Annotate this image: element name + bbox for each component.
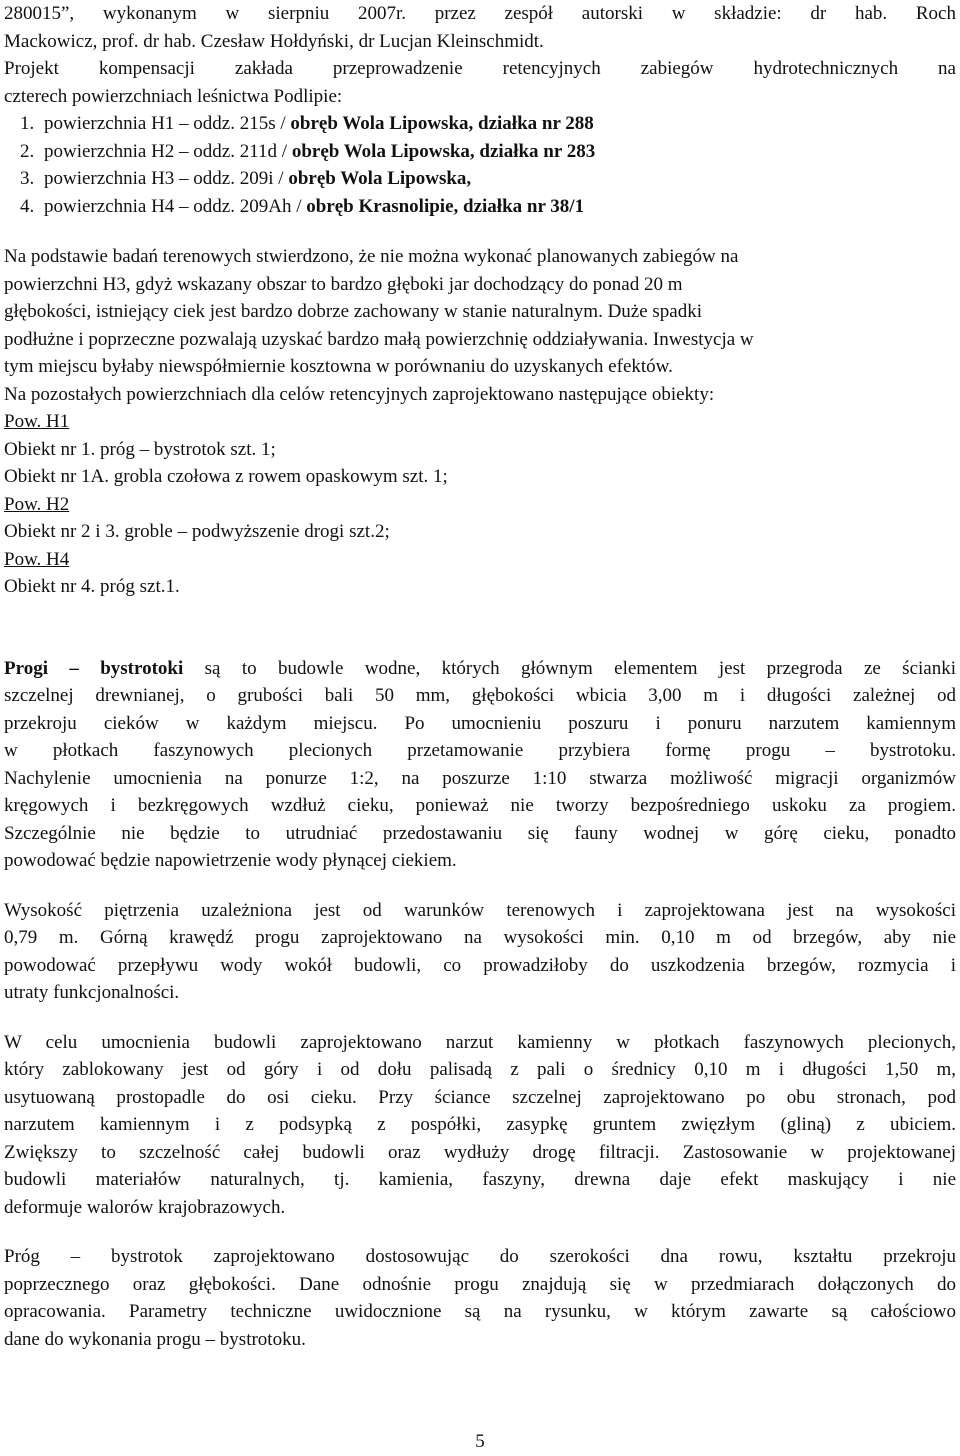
paragraph-line: W celu umocnienia budowli zaprojektowano narzut kamienny w płotkach faszynowych plecionych,	[4, 1031, 956, 1053]
surface-heading-h2: Pow. H2	[4, 493, 70, 515]
paragraph-line: który zablokowany jest od góry i od dołu palisadą z pali o średnicy 0,10 m i długości 1,50 m,	[4, 1059, 956, 1080]
paragraph-line: Szczególnie nie będzie to utrudniać przedostawaniu się fauny wodnej w górę cieku, ponadto	[4, 822, 956, 844]
intro-line: Projekt kompensacji zakłada przeprowadzenie retencyjnych zabiegów hydrotechnicznych na	[4, 58, 956, 79]
surface-heading	[4, 408, 956, 436]
paragraph-line: Próg – bystrotok zaprojektowano dostosowując do szerokości dna rowu, kształtu przekroju	[4, 1246, 956, 1267]
object-line: Obiekt nr 1. próg – bystrotok szt. 1;	[4, 438, 276, 460]
intro-line: czterech powierzchniach leśnictwa Podlipie:	[4, 85, 343, 107]
page-number: 5	[475, 1431, 485, 1452]
list-number: 3.	[20, 168, 35, 189]
list-number: 2.	[20, 140, 35, 162]
paragraph-line: deformuje walorów krajobrazowych.	[4, 1196, 286, 1218]
object-line: Obiekt nr 2 i 3. groble – podwyższenie drogi szt.2;	[4, 521, 390, 542]
paragraph-wysokosc	[4, 897, 956, 1007]
document-page	[4, 0, 956, 1353]
list-number: 4.	[20, 195, 35, 217]
list-item	[4, 193, 956, 221]
paragraph-line: usytuowaną prostopadle do osi cieku. Przy ściance szczelnej zaprojektowano po obu stronach, pod	[4, 1086, 956, 1108]
surface-heading-h1: Pow. H1	[4, 411, 70, 432]
surface-text: powierzchnia H2 – oddz. 211d /	[44, 140, 288, 162]
findings-line: głębokości, istniejący ciek jest bardzo dobrze zachowany w stanie naturalnym. Duże spadki	[4, 301, 703, 322]
findings-line: tym miejscu byłaby niewspółmiernie kosztowna w porównaniu do uzyskanych efektów.	[4, 356, 673, 377]
paragraph-line: w płotkach faszynowych plecionych przetamowanie przybiera formę progu – bystrotoku.	[4, 740, 956, 761]
paragraph-umocnienie	[4, 1029, 956, 1222]
list-item	[4, 138, 956, 166]
paragraph-line: narzutem kamiennym i z podsypką z pospółki, zasypkę gruntem zwięzłym (gliną) z ubiciem.	[4, 1114, 956, 1135]
surface-heading	[4, 491, 956, 519]
intro-line: 280015”, wykonanym w sierpniu 2007r. przez zespół autorski w składzie: dr hab. Roch	[4, 3, 956, 24]
paragraph-line: dane do wykonania progu – bystrotoku.	[4, 1328, 306, 1350]
surface-location: obręb Wola Lipowska, działka nr 283	[291, 140, 596, 162]
surface-text: powierzchnia H3 – oddz. 209i /	[44, 168, 284, 189]
paragraph-line: utraty funkcjonalności.	[4, 982, 180, 1003]
list-item	[4, 165, 956, 193]
objects-section	[4, 408, 956, 601]
paragraph-line: przekroju cieków w każdym miejscu. Po umocnieniu poszuru i ponuru narzutem kamiennym	[4, 712, 956, 734]
surface-location: obręb Wola Lipowska,	[288, 168, 472, 189]
object-line: Obiekt nr 4. próg szt.1.	[4, 576, 180, 597]
surface-text: powierzchnia H4 – oddz. 209Ah /	[44, 195, 302, 217]
surface-list	[4, 110, 956, 220]
paragraph-line: szczelnej drewnianej, o grubości bali 50 mm, głębokości wbicia 3,00 m i długości zależnej od	[4, 685, 956, 706]
paragraph-line: powodować przepływu wody wokół budowli, co prowadziłoby do uszkodzenia brzegów, rozmycia i	[4, 954, 956, 976]
intro-section	[4, 0, 956, 110]
object-line: Obiekt nr 1A. grobla czołowa z rowem opaskowym szt. 1;	[4, 466, 448, 487]
list-number: 1.	[20, 113, 35, 134]
list-item	[4, 110, 956, 138]
paragraph-line: powodować będzie napowietrzenie wody płynącej ciekiem.	[4, 850, 457, 871]
findings-line: Na podstawie badań terenowych stwierdzono, że nie można wykonać planowanych zabiegów na	[4, 246, 739, 267]
paragraph-prog-bystrotok	[4, 1243, 956, 1353]
surface-heading-h4: Pow. H4	[4, 548, 70, 570]
surface-location: obręb Wola Lipowska, działka nr 288	[290, 113, 594, 134]
paragraph-line: Progi – bystrotoki są to budowle wodne, których głównym elementem jest przegroda ze ścianki	[4, 657, 956, 679]
paragraph-line: budowli materiałów naturalnych, tj. kamienia, faszyny, drewna daje efekt maskujący i nie	[4, 1169, 956, 1190]
paragraph-line: Zwiększy to szczelność całej budowli oraz wydłuży drogę filtracji. Zastosowanie w projektowanej	[4, 1141, 956, 1163]
surface-text: powierzchnia H1 – oddz. 215s /	[44, 113, 286, 134]
paragraph-progi	[4, 655, 956, 875]
surface-heading	[4, 546, 956, 574]
paragraph-line: kręgowych i bezkręgowych wzdłuż cieku, ponieważ nie tworzy bezpośredniego uskoku za progiem.	[4, 795, 956, 816]
surface-location: obręb Krasnolipie, działka nr 38/1	[306, 195, 585, 217]
term-bold: Progi – bystrotoki	[4, 657, 184, 679]
paragraph-line: Wysokość piętrzenia uzależniona jest od warunków terenowych i zaprojektowana jest na wysokości	[4, 899, 956, 921]
paragraph-line: poprzecznego oraz głębokości. Dane odnośnie progu znajdują się w przedmiarach dołączonych do	[4, 1273, 956, 1295]
findings-line: Na pozostałych powierzchniach dla celów retencyjnych zaprojektowano następujące obiekty:	[4, 383, 715, 405]
paragraph-line: 0,79 m. Górną krawędź progu zaprojektowano na wysokości min. 0,10 m od brzegów, aby nie	[4, 927, 956, 948]
findings-line: podłużne i poprzeczne pozwalają uzyskać bardzo małą powierzchnię oddziaływania. Inwestycja w	[4, 328, 754, 350]
findings-line: powierzchni H3, gdyż wskazany obszar to bardzo głęboki jar dochodzący do ponad 20 m	[4, 273, 683, 295]
paragraph-line: opracowania. Parametry techniczne uwidocznione są na rysunku, w którym zawarte są całościowo	[4, 1301, 956, 1322]
intro-line: Mackowicz, prof. dr hab. Czesław Hołdyński, dr Lucjan Kleinschmidt.	[4, 30, 544, 52]
paragraph-line: Nachylenie umocnienia na ponurze 1:2, na poszurze 1:10 stwarza możliwość migracji organizmów	[4, 767, 956, 789]
findings-section	[4, 243, 956, 408]
